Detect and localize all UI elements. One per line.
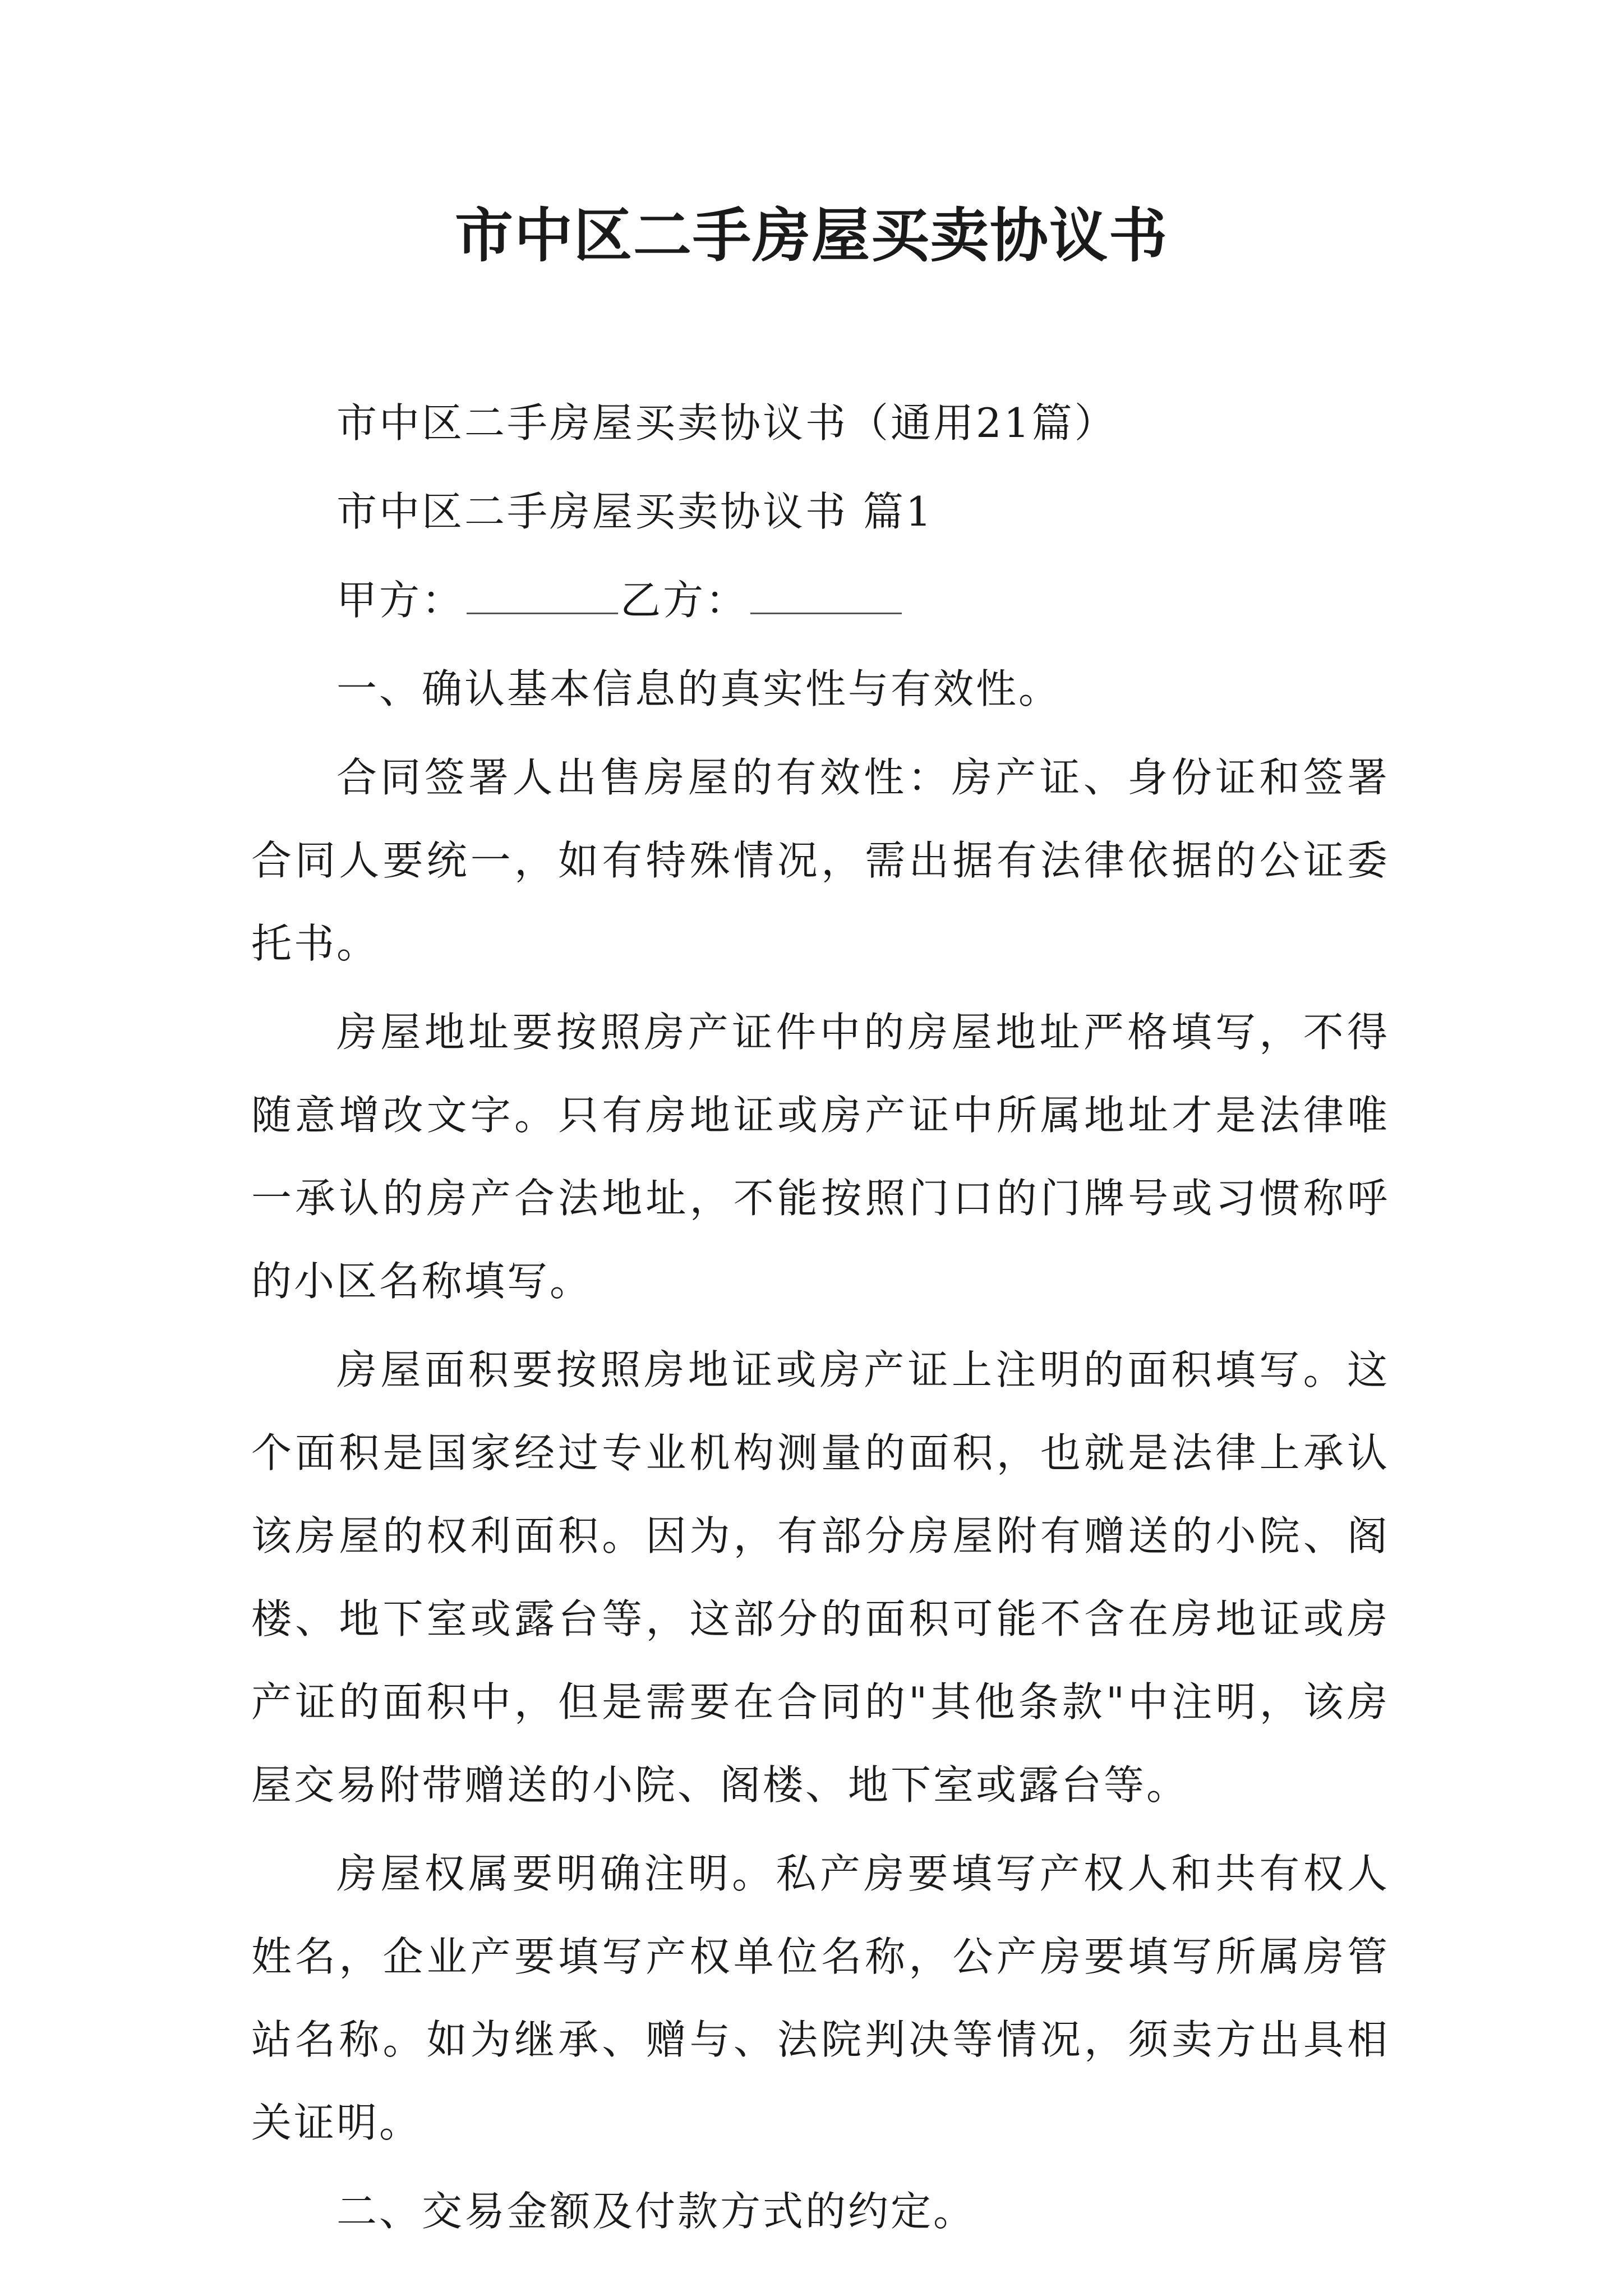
party-b-blank: [750, 572, 902, 614]
document-title: 市中区二手房屋买卖协议书: [454, 201, 1168, 270]
party-a-label: 甲方：: [336, 577, 465, 624]
party-a-blank: [467, 572, 618, 614]
paragraph-2: 合同签署人出售房屋的有效性：房产证、身份证和签署合同人要统一，如有特殊情况，需出据有法律依据的公证委托书。: [251, 754, 1390, 967]
paragraph-6: 二、交易金额及付款方式的约定。: [336, 2188, 976, 2235]
document-subtitle: 市中区二手房屋买卖协议书（通用21篇）: [336, 399, 1117, 447]
paragraph-5: 房屋权属要明确注明。私产房要填写产权人和共有权人姓名，企业产要填写产权单位名称，公产房要填写所属房管站名称。如为继承、赠与、法院判决等情况，须卖方出具相关证明。: [251, 1850, 1390, 2146]
document-body: [251, 381, 1390, 2258]
parties-line: [251, 559, 1390, 642]
paragraph-3: 房屋地址要按照房产证件中的房屋地址严格填写，不得随意增改文字。只有房地证或房产证中所属地址才是法律唯一承认的房产合法地址，不能按照门口的门牌号或习惯称呼的小区名称填写。: [251, 1009, 1390, 1305]
party-b-label: 乙方：: [620, 577, 749, 624]
paragraph-1: 一、确认基本信息的真实性与有效性。: [336, 665, 1062, 712]
section-heading: 市中区二手房屋买卖协议书 篇1: [336, 488, 934, 535]
paragraph-4: 房屋面积要按照房地证或房产证上注明的面积填写。这个面积是国家经过专业机构测量的面积，也就是法律上承认该房屋的权利面积。因为，有部分房屋附有赠送的小院、阁楼、地下室或露台等，这部分的面积可能不含在房地证或房产证的面积中，但是需要在合同的"其他条款"中注明，该房屋交易附带赠送的小院、阁楼、地下室或露台等。: [251, 1346, 1390, 1809]
